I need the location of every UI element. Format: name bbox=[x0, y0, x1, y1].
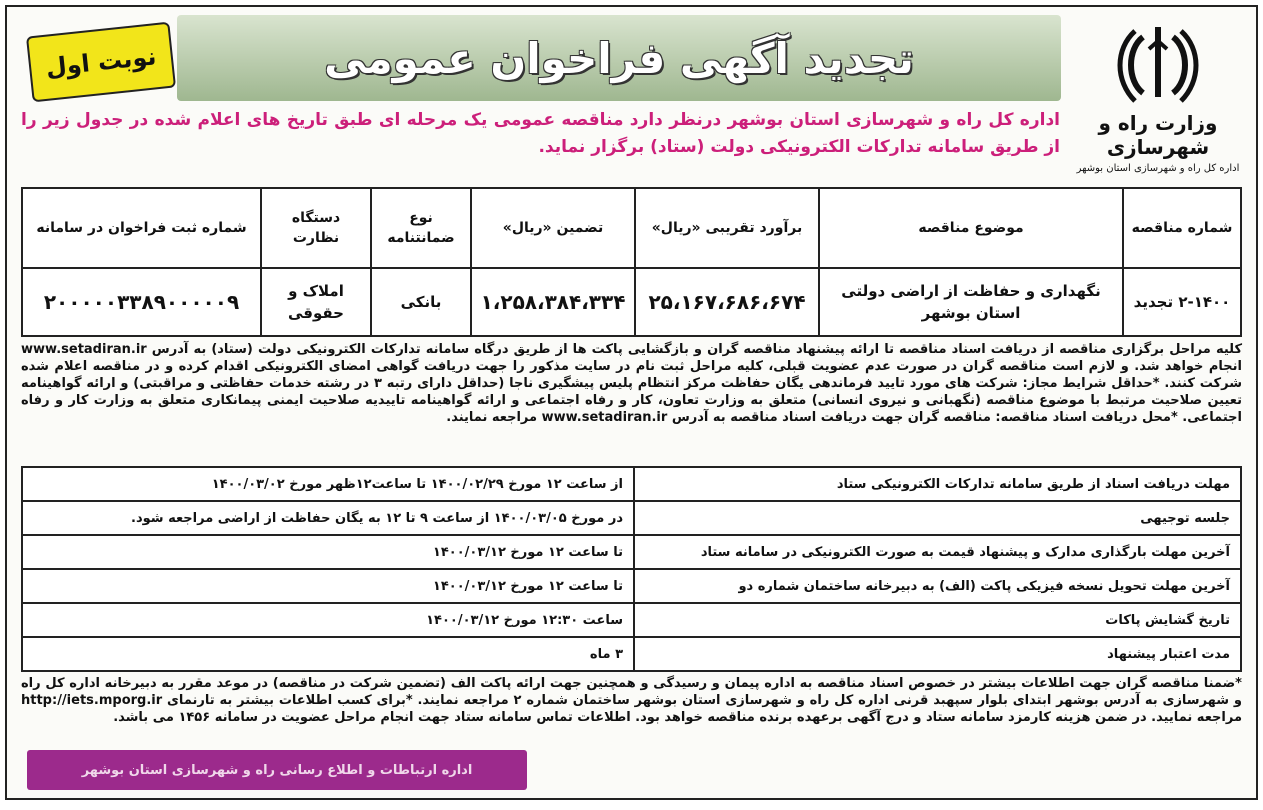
column-header: موضوع مناقصه bbox=[819, 188, 1123, 268]
schedule-table bbox=[21, 466, 1242, 672]
guarantee-type: بانکی bbox=[371, 268, 471, 336]
table-row bbox=[22, 535, 1241, 569]
column-header: دستگاه نظارت bbox=[261, 188, 371, 268]
ministry-logo bbox=[1068, 13, 1248, 178]
registration-number: ۲۰۰۰۰۰۳۳۸۹۰۰۰۰۰۹ bbox=[22, 268, 261, 336]
schedule-label: مهلت دریافت اسناد از طریق سامانه تدارکات الکترونیکی ستاد bbox=[634, 467, 1241, 501]
schedule-value: در مورخ ۱۴۰۰/۰۳/۰۵ از ساعت ۹ تا ۱۲ به یگان حفاظت از اراضی مراجعه شود. bbox=[22, 501, 634, 535]
schedule-label: آخرین مهلت بارگذاری مدارک و پیشنهاد قیمت به صورت الکترونیکی در سامانه ستاد bbox=[634, 535, 1241, 569]
tender-number: ۲-۱۴۰۰ تجدید bbox=[1123, 268, 1241, 336]
tender-advertisement bbox=[5, 5, 1258, 800]
emblem-icon bbox=[1113, 19, 1203, 109]
department-name: اداره کل راه و شهرسازی استان بوشهر bbox=[1076, 163, 1240, 174]
page-title: تجدید آگهی فراخوان عمومی bbox=[324, 33, 914, 83]
table-row bbox=[22, 603, 1241, 637]
table-row bbox=[22, 501, 1241, 535]
column-header: تضمین «ریال» bbox=[471, 188, 635, 268]
schedule-value: ساعت ۱۲:۳۰ مورخ ۱۴۰۰/۰۳/۱۲ bbox=[22, 603, 634, 637]
schedule-label: مدت اعتبار پیشنهاد bbox=[634, 637, 1241, 671]
schedule-value: تا ساعت ۱۲ مورخ ۱۴۰۰/۰۳/۱۲ bbox=[22, 535, 634, 569]
round-badge: نوبت اول bbox=[26, 22, 176, 103]
table-row bbox=[22, 268, 1241, 336]
tender-guarantee: ۱،۲۵۸،۳۸۴،۳۳۴ bbox=[471, 268, 635, 336]
intro-text: اداره کل راه و شهرسازی استان بوشهر درنظر دارد مناقصه عمومی یک مرحله ای طبق تاریخ های اعلام شده در جدول زیر را از طریق سامانه تدارکات الکترونیکی دولت (ستاد) برگزار نماید. bbox=[21, 110, 1060, 157]
tender-subject: نگهداری و حفاظت از اراضی دولتی استان بوشهر bbox=[819, 268, 1123, 336]
schedule-label: تاریخ گشایش پاکات bbox=[634, 603, 1241, 637]
schedule-value: تا ساعت ۱۲ مورخ ۱۴۰۰/۰۳/۱۲ bbox=[22, 569, 634, 603]
table-header-row bbox=[22, 188, 1241, 268]
schedule-value: از ساعت ۱۲ مورخ ۱۴۰۰/۰۲/۲۹ تا ساعت۱۲ظهر مورخ ۱۴۰۰/۰۳/۰۲ bbox=[22, 467, 634, 501]
table-row bbox=[22, 467, 1241, 501]
title-banner bbox=[177, 15, 1061, 101]
conditions-text: کلیه مراحل برگزاری مناقصه از دریافت اسناد مناقصه تا ارائه پیشنهاد مناقصه گران و بازگشایی پاکت ها از طریق درگاه سامانه تدارکات الکترونیکی دولت (ستاد) به آدرس www.setadiran.ir انجام خواهد شد. و لازم است مناقصه گران در صورت عدم عضویت قبلی، کلیه مراحل ثبت نام در سایت مذکور را جهت دریافت گواهی امضای الکترونیکی اقدام کرده و در مناقصه اعلام شده شرکت کنند. *حداقل شرایط مجاز: شرکت های مورد تایید فرماندهی یگان حفاظت مرکز انتظام پلیس پیشگیری ناجا (حداقل دارای رتبه ۳ در رشته خدمات حفاظتی و مراقبتی) و ارائه گواهینامه تعیین صلاحیت مرتبط با موضوع مناقصه (نگهبانی و نیروی انسانی) متعلق به وزارت تعاون، کار و رفاه اجتماعی و ارائه گواهینامه تاییدیه صلاحیت ایمنی پیمانکاری متعلق به وزارت کار و رفاه اجتماعی. *محل دریافت اسناد مناقصه: مناقصه گران جهت دریافت اسناد مناقصه به آدرس www.setadiran.ir مراجعه نمایند. bbox=[21, 342, 1242, 425]
column-header: برآورد تقریبی «ریال» bbox=[635, 188, 819, 268]
tender-table bbox=[21, 187, 1242, 337]
supervisor: املاک و حقوقی bbox=[261, 268, 371, 336]
publisher-credit: اداره ارتباطات و اطلاع رسانی راه و شهرسازی استان بوشهر bbox=[27, 750, 527, 790]
column-header: نوع ضمانتنامه bbox=[371, 188, 471, 268]
footer-text: *ضمنا مناقصه گران جهت اطلاعات بیشتر در خصوص اسناد مناقصه به اداره پیمان و رسیدگی و همچنین جهت ارائه پاکت الف (تضمین شرکت در مناقصه) در موعد مقرر به دبیرخانه اداره کل راه و شهرسازی به آدرس بوشهر ابتدای بلوار سپهبد قرنی اداره کل راه و شهرسازی استان بوشهر ساختمان شماره ۲ مراجعه نمایند. *برای کسب اطلاعات بیشتر به تارنمای http://iets.mporg.ir مراجعه نمایید. در ضمن هزینه کارمزد سامانه ستاد و درج آگهی برعهده برنده مناقصه خواهد بود. اطلاعات تماس سامانه ستاد جهت انجام مراحل عضویت در سامانه ۱۴۵۶ می باشد. bbox=[21, 676, 1242, 725]
ministry-name: وزارت راه و شهرسازی bbox=[1098, 111, 1218, 159]
schedule-value: ۳ ماه bbox=[22, 637, 634, 671]
table-row bbox=[22, 569, 1241, 603]
column-header: شماره مناقصه bbox=[1123, 188, 1241, 268]
schedule-label: جلسه توجیهی bbox=[634, 501, 1241, 535]
table-row bbox=[22, 637, 1241, 671]
tender-estimate: ۲۵،۱۶۷،۶۸۶،۶۷۴ bbox=[635, 268, 819, 336]
column-header: شماره ثبت فراخوان در سامانه bbox=[22, 188, 261, 268]
schedule-label: آخرین مهلت تحویل نسخه فیزیکی پاکت (الف) به دبیرخانه ساختمان شماره دو bbox=[634, 569, 1241, 603]
